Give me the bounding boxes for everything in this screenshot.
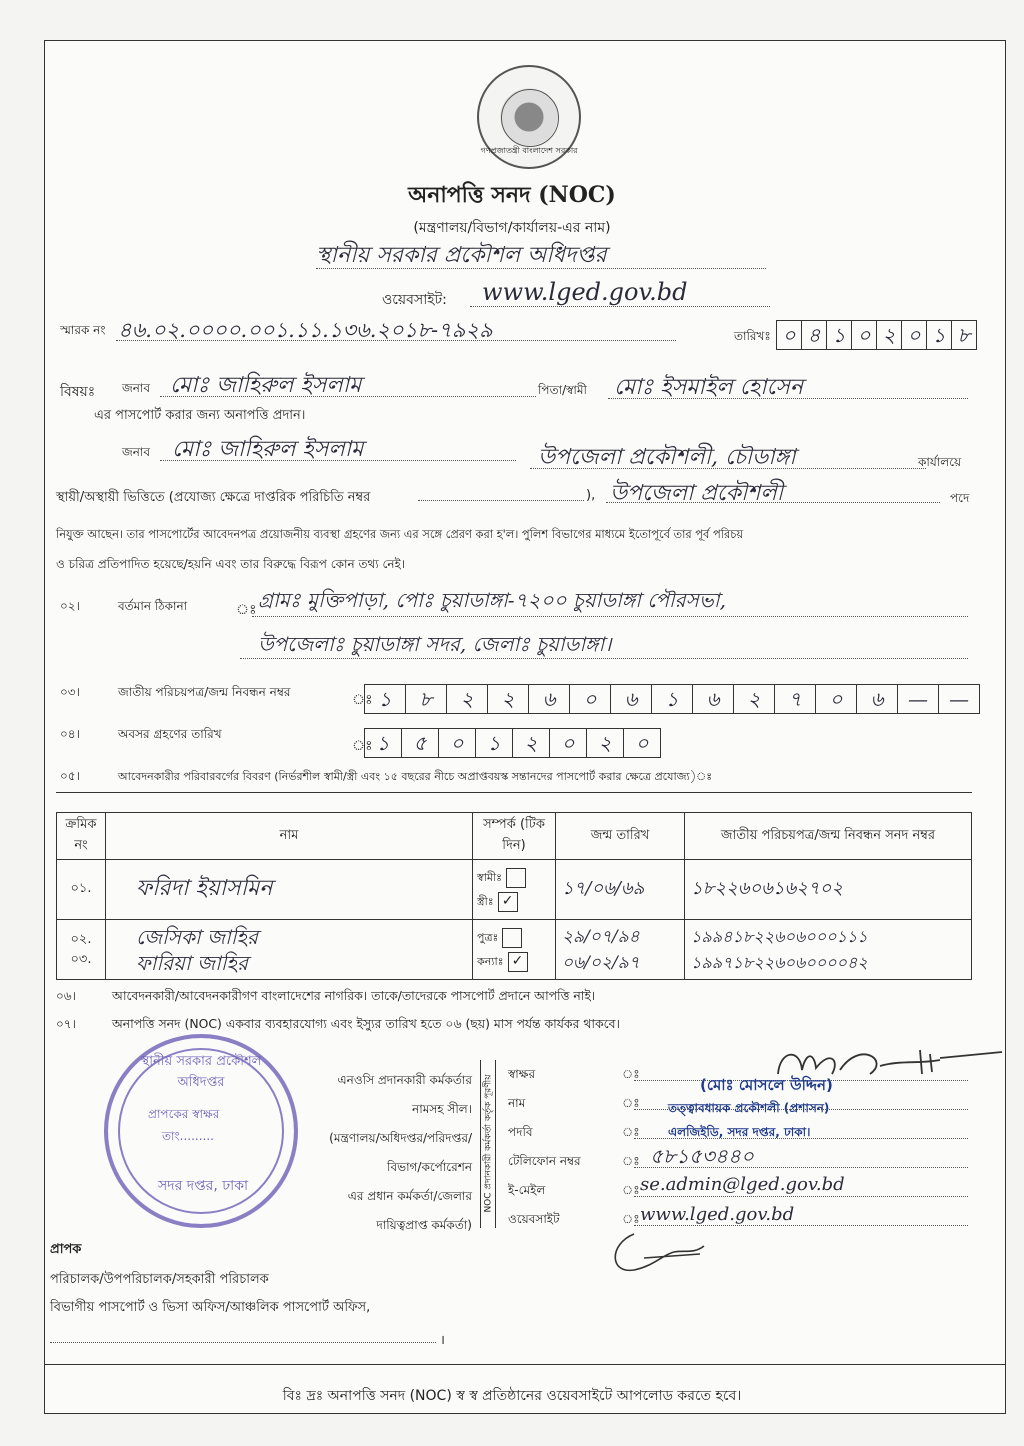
digit-box: ০ bbox=[815, 685, 856, 713]
para-line3: নিযুক্ত আছেন। তার পাসপোর্টের আবেদনপত্র প্রয়োজনীয় ব্যবস্থা গ্রহণের জন্য এর সঙ্গে প্রেরণ করা হ'ল। পুলিশ বিভাগের মাধ্যমে ইতোপূর্বে তার পূর্ব পরিচয় bbox=[56, 527, 744, 541]
para-office-suffix: কার্যালয়ে bbox=[918, 455, 962, 469]
digit-box: ০ bbox=[549, 729, 586, 757]
subject-name-line bbox=[160, 396, 536, 397]
digit-box: ১ bbox=[475, 729, 512, 757]
officer-designation-value2: এলজিইডি, সদর দপ্তর, ঢাকা। bbox=[668, 1125, 811, 1139]
nid-boxes bbox=[364, 684, 980, 714]
digit-box: ১ bbox=[378, 687, 392, 711]
digit-box: ০ bbox=[438, 729, 475, 757]
digit-box: ১ bbox=[376, 731, 390, 755]
rel-daughter-label: কন্যাঃ bbox=[477, 954, 504, 968]
para-id-line bbox=[418, 500, 584, 501]
row-dob: ১৭/০৬/৬৯ bbox=[556, 860, 685, 920]
recipient-label: প্রাপক bbox=[50, 1242, 82, 1257]
field-phone-label: টেলিফোন নম্বর bbox=[508, 1154, 581, 1168]
office-stamp bbox=[104, 1034, 298, 1228]
recipient-line1: পরিচালক/উপপরিচালক/সহকারী পরিচালক bbox=[50, 1272, 269, 1287]
date-label: তারিখঃ bbox=[734, 329, 771, 343]
row-serial-a: ০২. bbox=[70, 931, 92, 947]
digit-box: ০ bbox=[851, 321, 876, 349]
note-07-number: ০৭। bbox=[56, 1017, 76, 1031]
stamp-bottom: সদর দপ্তর, ঢাকা bbox=[158, 1178, 249, 1194]
para-name: মোঃ জাহিরুল ইসলাম bbox=[172, 437, 364, 462]
para-name-line bbox=[160, 460, 516, 461]
office-name: স্থানীয় সরকার প্রকৌশল অধিদপ্তর bbox=[316, 243, 607, 268]
website-value: www.lged.gov.bd bbox=[482, 278, 688, 306]
officer-field-labels bbox=[508, 1060, 581, 1234]
digit-box: ২ bbox=[876, 321, 901, 349]
digit-box: ১ bbox=[651, 685, 692, 713]
stamp-inner-2: তাং......... bbox=[162, 1129, 214, 1143]
recipient-line3-dots bbox=[50, 1342, 436, 1343]
recipient-line3-end: । bbox=[440, 1333, 445, 1348]
officer-phone-value: ৫৮১৫৩৪৪০ bbox=[650, 1144, 754, 1168]
digit-box: ২ bbox=[487, 685, 528, 713]
government-seal bbox=[477, 65, 581, 169]
recipient-line2: বিভাগীয় পাসপোর্ট ও ভিসা অফিস/আঞ্চলিক পাসপোর্ট অফিস, bbox=[50, 1300, 371, 1315]
website-label: ওয়েবসাইট: bbox=[382, 292, 447, 308]
officer-desc-3: (মন্ত্রণালয়/অধিদপ্তর/পরিদপ্তর/ bbox=[329, 1131, 472, 1145]
note-06-number: ০৬। bbox=[56, 989, 76, 1003]
address-line1: গ্রামঃ মুক্তিপাড়া, পোঃ চুয়াডাঙ্গা-৭২০০ চুয়াডাঙ্গা পৌরসভা, bbox=[258, 588, 726, 612]
receiver-signature bbox=[604, 1224, 714, 1284]
officer-description bbox=[282, 1066, 472, 1240]
digit-box: ০ bbox=[569, 685, 610, 713]
officer-desc-4: বিভাগ/কর্পোরেশন bbox=[387, 1160, 472, 1174]
rel-husband-label: স্বামীঃ bbox=[477, 870, 503, 884]
row-name: ফরিদা ইয়াসমিন bbox=[106, 860, 473, 920]
digit-box: ৮ bbox=[951, 321, 976, 349]
digit-box: ৪ bbox=[801, 321, 826, 349]
field-email-label: ই-মেইল bbox=[508, 1183, 546, 1197]
subject-janab: জনাব bbox=[122, 381, 151, 395]
digit-box: — bbox=[897, 685, 938, 713]
item-04-number: ০৪। bbox=[60, 727, 80, 741]
digit-box: ১ bbox=[926, 321, 951, 349]
retire-boxes bbox=[364, 728, 661, 758]
header-nid: জাতীয় পরিচয়পত্র/জন্ম নিবন্ধন সনদ নম্বর bbox=[685, 813, 972, 860]
row-nid: ১৮২২৬০৬১৬২৭০২ bbox=[685, 860, 972, 920]
daughter-checkbox[interactable]: ✓ bbox=[508, 952, 528, 972]
footer-note: বিঃ দ্রঃ অনাপত্তি সনদ (NOC) স্ব স্ব প্রতিষ্ঠানের ওয়েবসাইটে আপলোড করতে হবে। bbox=[282, 1388, 742, 1404]
row-name bbox=[106, 920, 473, 980]
item-03-number: ০৩। bbox=[60, 685, 80, 699]
rel-wife-label: স্ত্রীঃ bbox=[477, 894, 494, 908]
table-row bbox=[57, 920, 972, 980]
digit-box: ২ bbox=[586, 729, 623, 757]
retire-label: অবসর গ্রহণের তারিখ bbox=[118, 727, 222, 741]
table-row bbox=[57, 860, 972, 920]
vertical-note: NOC প্রদানকারী কর্মকর্তা কর্তৃক পূরণীয় bbox=[483, 1074, 494, 1213]
item-05-number: ০৫। bbox=[60, 769, 80, 783]
wife-checkbox[interactable]: ✓ bbox=[498, 892, 518, 912]
para-line2-end: পদে bbox=[950, 491, 970, 505]
family-separator bbox=[56, 792, 972, 793]
address-line2: উপজেলাঃ চুয়াডাঙ্গা সদর, জেলাঃ চুয়াডাঙ্গা। bbox=[258, 632, 612, 656]
row-serial bbox=[57, 920, 106, 980]
para-line2-mid: ), bbox=[586, 488, 596, 503]
email-line bbox=[634, 1196, 968, 1197]
child-name-2: ফারিয়া জাহির bbox=[136, 950, 249, 975]
officer-designation-value: তত্ত্বাবধায়ক প্রকৌশলী (প্রশাসন) bbox=[668, 1101, 830, 1115]
address-label: বর্তমান ঠিকানা bbox=[118, 599, 188, 613]
field-designation-label: পদবি bbox=[508, 1125, 533, 1139]
footer-separator bbox=[44, 1364, 1006, 1365]
para-designation-line bbox=[606, 502, 940, 503]
family-label: আবেদনকারীর পরিবারবর্গের বিবরণ (নির্ভরশীল স্বামী/স্ত্রী এবং ১৫ বছরের নীচে অপ্রাপ্তবয়স্ক সন্তানদের পাসপোর্ট করার ক্ষেত্রে প্রযোজ্য)ঃ bbox=[118, 770, 713, 783]
digit-box: ২ bbox=[446, 685, 487, 713]
digit-box: ৭ bbox=[774, 685, 815, 713]
subject-name: মোঃ জাহিরুল ইসলাম bbox=[170, 373, 362, 398]
stamp-inner-1: প্রাপকের স্বাক্ষর bbox=[148, 1107, 220, 1121]
officer-website-value: www.lged.gov.bd bbox=[640, 1204, 795, 1225]
para-janab: জনাব bbox=[122, 445, 151, 459]
digit-box: ৮ bbox=[405, 685, 446, 713]
subject-label: বিষয়ঃ bbox=[60, 384, 96, 400]
nid-colon: ঃ bbox=[352, 692, 373, 708]
header-relation: সম্পর্ক (টিক দিন) bbox=[473, 813, 556, 860]
relation-cell bbox=[473, 860, 556, 920]
digit-box: ০ bbox=[623, 729, 660, 757]
digit-box: ০ bbox=[782, 323, 796, 347]
retire-colon: ঃ bbox=[352, 738, 373, 754]
father-name: মোঃ ইসমাইল হোসেন bbox=[614, 375, 804, 400]
field-signature-label: স্বাক্ষর bbox=[508, 1067, 536, 1081]
seal-emblem-icon bbox=[501, 89, 559, 147]
husband-checkbox[interactable] bbox=[506, 868, 526, 888]
digit-box: ১ bbox=[826, 321, 851, 349]
son-checkbox[interactable] bbox=[502, 928, 522, 948]
digit-box: ৫ bbox=[401, 729, 438, 757]
para-line2-start: স্থায়ী/অস্থায়ী ভিত্তিতে (প্রযোজ্য ক্ষেত্রে দাপ্তরিক পরিচিতি নম্বর bbox=[56, 490, 371, 505]
digit-box: ২ bbox=[512, 729, 549, 757]
para-line4: ও চরিত্র প্রতিপাদিত হয়েছে/হয়নি এবং তার বিরুদ্ধে বিরূপ কোন তথ্য নেই। bbox=[56, 557, 406, 571]
address-colon: ঃ bbox=[236, 602, 257, 618]
digit-box: ৬ bbox=[610, 685, 651, 713]
field-website-label: ওয়েবসাইট bbox=[508, 1212, 560, 1226]
stamp-ring-text: স্থানীয় সরকার প্রকৌশল অধিদপ্তর bbox=[140, 1054, 262, 1090]
digit-box: ০ bbox=[901, 321, 926, 349]
field-name-label: নাম bbox=[508, 1096, 526, 1110]
row-serial-b: ০৩. bbox=[70, 951, 92, 967]
officer-email-value: se.admin@lged.gov.bd bbox=[640, 1174, 845, 1195]
subject-purpose: এর পাসপোর্ট করার জন্য অনাপত্তি প্রদান। bbox=[94, 408, 306, 423]
vertical-note-box bbox=[480, 1060, 496, 1228]
digit-box: ৬ bbox=[692, 685, 733, 713]
nid-label: জাতীয় পরিচয়পত্র/জন্ম নিবন্ধন নম্বর bbox=[118, 685, 291, 699]
digit-box: ৬ bbox=[856, 685, 897, 713]
header-dob: জন্ম তারিখ bbox=[556, 813, 685, 860]
child-nid-2: ১৯৯৭১৮২২৬০৬০০০০৪২ bbox=[691, 952, 868, 972]
row-serial: ০১. bbox=[57, 860, 106, 920]
digit-box: ২ bbox=[733, 685, 774, 713]
date-boxes bbox=[776, 320, 977, 350]
father-name-line bbox=[608, 398, 968, 399]
officer-desc-2: নামসহ সীল। bbox=[412, 1102, 472, 1116]
note-06: আবেদনকারী/আবেদনকারীগণ বাংলাদেশের নাগরিক। তাকে/তাদেরকে পাসপোর্ট প্রদানে আপত্তি নাই। bbox=[112, 988, 596, 1003]
document-title: অনাপত্তি সনদ (NOC) bbox=[408, 182, 616, 208]
seal-text: গণপ্রজাতন্ত্রী বাংলাদেশ সরকার bbox=[480, 146, 578, 155]
digit-box: — bbox=[938, 685, 979, 713]
memo-value: ৪৬.০২.০০০০.০০১.১১.১৩৬.২০১৮-৭৯২৯ bbox=[118, 318, 493, 342]
para-office: উপজেলা প্রকৌশলী, চৌডাঙ্গা bbox=[538, 445, 796, 470]
website-line bbox=[470, 306, 770, 307]
rel-son-label: পুত্রঃ bbox=[477, 930, 499, 944]
child-name-1: জেসিকা জাহির bbox=[136, 924, 259, 949]
officer-desc-1: এনওসি প্রদানকারী কর্মকর্তার bbox=[337, 1073, 472, 1087]
officer-desc-5: এর প্রধান কর্মকর্তা/জেলার bbox=[347, 1189, 472, 1203]
digit-box: ৬ bbox=[528, 685, 569, 713]
memo-line bbox=[116, 340, 676, 341]
item-02-number: ০২। bbox=[60, 599, 80, 613]
row-nid bbox=[685, 920, 972, 980]
office-name-line bbox=[316, 268, 766, 269]
child-nid-1: ১৯৯৪১৮২২৬০৬০০০১১১ bbox=[691, 926, 868, 946]
para-office-line bbox=[530, 468, 926, 469]
header-name: নাম bbox=[106, 813, 473, 860]
family-table bbox=[56, 812, 972, 980]
relation-cell bbox=[473, 920, 556, 980]
note-07: অনাপত্তি সনদ (NOC) একবার ব্যবহারযোগ্য এবং ইস্যুর তারিখ হতে ০৬ (ছয়) মাস পর্যন্ত কার্যকর থাকবে। bbox=[112, 1016, 620, 1031]
memo-label: স্মারক নং bbox=[60, 323, 106, 337]
header-serial: ক্রমিক নং bbox=[57, 813, 106, 860]
officer-field-colons: ঃ ঃ ঃ ঃ ঃ ঃ bbox=[622, 1067, 640, 1226]
address-line1-dots bbox=[252, 616, 968, 617]
document-subtitle: (মন্ত্রণালয়/বিভাগ/কার্যালয়-এর নাম) bbox=[413, 220, 611, 236]
child-dob-2: ০৬/০২/৯৭ bbox=[562, 952, 640, 973]
address-line2-dots bbox=[240, 658, 968, 659]
officer-name-value: (মোঃ মোসলে উদ্দিন) bbox=[700, 1076, 833, 1094]
row-dob bbox=[556, 920, 685, 980]
child-dob-1: ২৯/০৭/৯৪ bbox=[562, 926, 640, 947]
para-designation: উপজেলা প্রকৌশলী bbox=[610, 481, 784, 506]
officer-desc-6: দায়িত্বপ্রাপ্ত কর্মকর্তা) bbox=[376, 1218, 472, 1232]
father-label: পিতা/স্বামী bbox=[538, 383, 587, 397]
